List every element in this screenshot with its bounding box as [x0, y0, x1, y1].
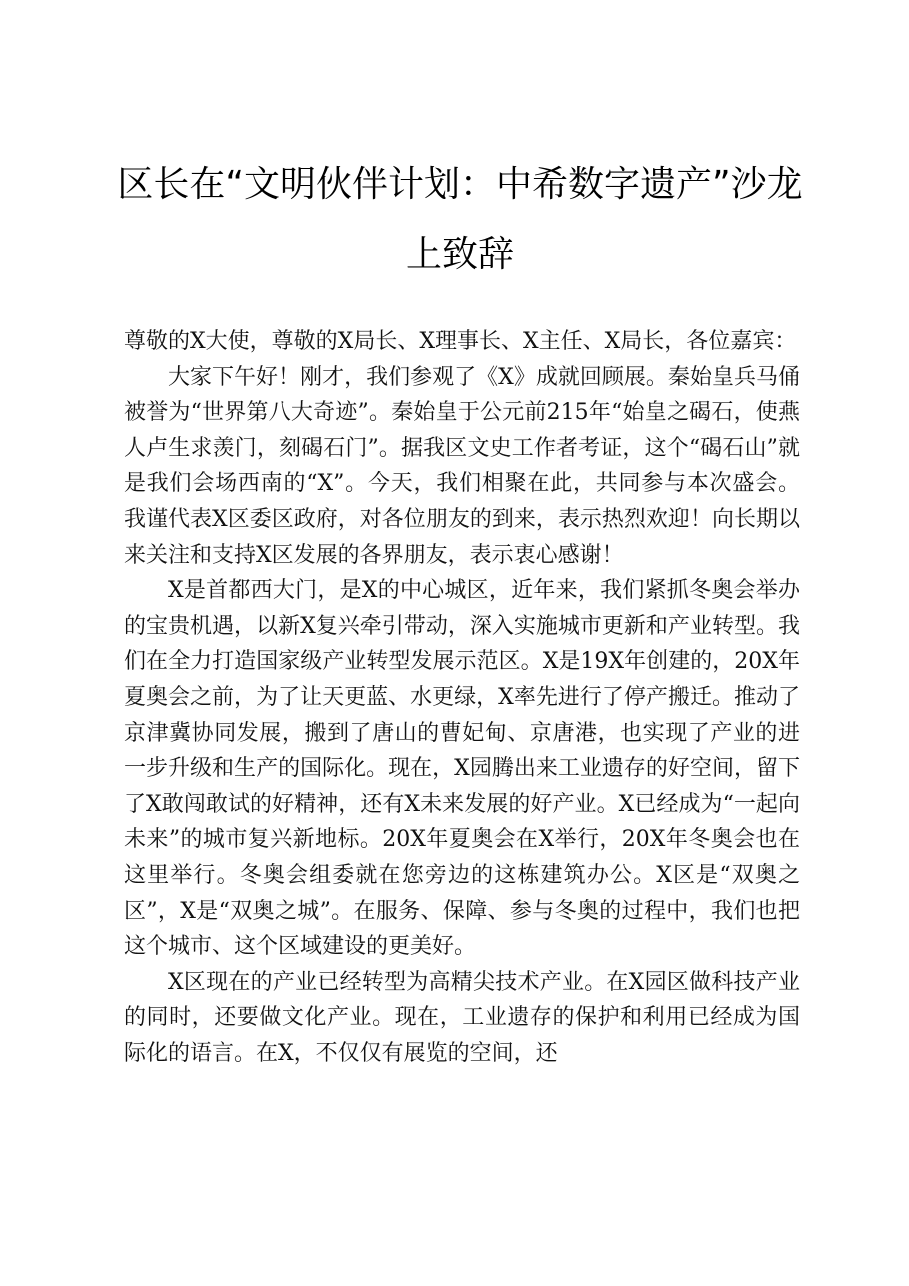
document-title: 区长在“文明伙伴计划：中希数字遗产”沙龙上致辞	[117, 164, 803, 275]
salutation-paragraph: 尊敬的X大使，尊敬的X局长、X理事长、X主任、X局长，各位嘉宾：	[124, 329, 797, 354]
body-paragraph-1: 大家下午好！刚才，我们参观了《X》成就回顾展。秦始皇兵马俑被誉为“世界第八大奇迹”。秦始皇于公元前215年“始皇之碣石，使燕人卢生求羡门，刻碣石门”。据我区文史工作者考证，这个“碣石山”就是我们会场西南的“X”。今天，我们相聚在此，共同参与本次盛会。我谨代表X区委区政府，对各位朋友的到来，表示热烈欢迎！向长期以来关注和支持X区发展的各界朋友，表示衷心感谢！	[124, 364, 800, 568]
body-paragraph-3: X区现在的产业已经转型为高精尖技术产业。在X园区做科技产业的同时，还要做文化产业。现在，工业遗存的保护和利用已经成为国际化的语言。在X，不仅仅有展览的空间，还	[124, 969, 800, 1066]
body-paragraph-2: X是首都西大门，是X的中心城区，近年来，我们紧抓冬奥会举办的宝贵机遇，以新X复兴牵引带动，深入实施城市更新和产业转型。我们在全力打造国家级产业转型发展示范区。X是19X年创建的，20X年夏奥会之前，为了让天更蓝、水更绿，X率先进行了停产搬迁。推动了京津冀协同发展，搬到了唐山的曹妃甸、京唐港，也实现了产业的进一步升级和生产的国际化。现在，X园腾出来工业遗存的好空间，留下了X敢闯敢试的好精神，还有X未来发展的好产业。X已经成为“一起向未来”的城市复兴新地标。20X年夏奥会在X举行，20X年冬奥会也在这里举行。冬奥会组委就在您旁边的这栋建筑办公。X区是“双奥之区”，X是“双奥之城”。在服务、保障、参与冬奥的过程中，我们也把这个城市、这个区域建设的更美好。	[124, 578, 800, 960]
document-body	[124, 324, 800, 1071]
